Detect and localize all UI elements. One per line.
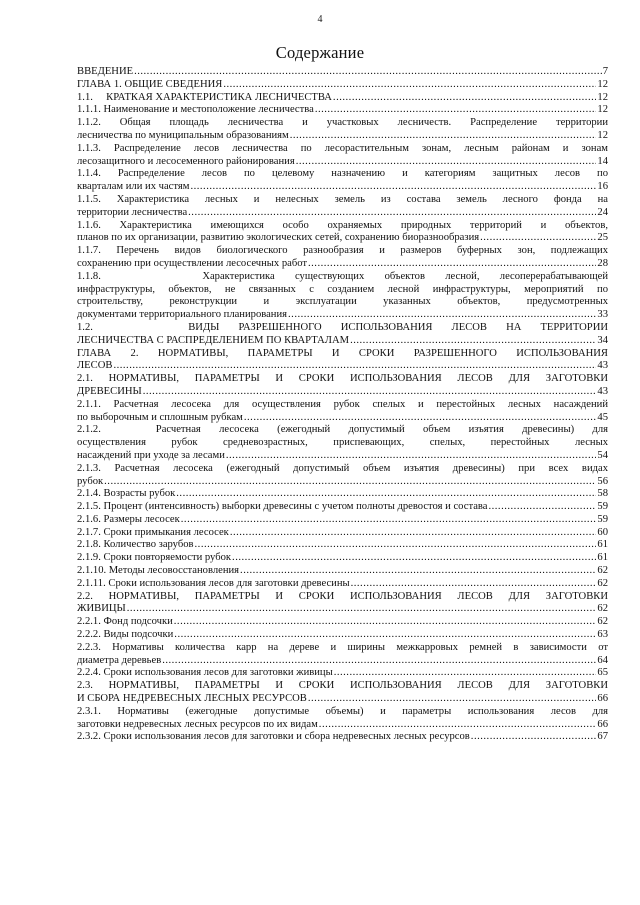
toc-entry-line: 1.1.7. Перечень видов биологического разнообразия и размеров буферных зон, подлежащих [77,245,608,257]
dot-leader [143,386,597,399]
toc-entry-line: 2.1. НОРМАТИВЫ, ПАРАМЕТРЫ И СРОКИ ИСПОЛЬЗОВАНИЯ ЛЕСОВ ДЛЯ ЗАГОТОВКИ [77,373,608,385]
toc-entry[interactable] [77,220,608,246]
toc-entry[interactable] [77,271,608,322]
dot-leader [488,501,596,514]
toc-entry[interactable] [77,245,608,271]
toc-entry[interactable] [77,667,608,680]
dot-leader [190,181,596,194]
toc-entry-title: И СБОРА НЕДРЕВЕСНЫХ ЛЕСНЫХ РЕСУРСОВ [77,693,307,705]
dot-leader [288,309,596,322]
page-number: 4 [317,14,323,25]
toc-entry-title: 2.1.10. Методы лесовосстановления [77,565,240,577]
toc-page-number: 56 [597,475,608,487]
toc-page-number: 12 [597,78,608,90]
dot-leader [244,412,597,425]
toc-entry-title: лесозащитного и лесосеменного районирования [77,155,295,167]
toc-page-number: 62 [597,577,608,589]
toc-entry-line: 1.1.5. Характеристика лесных и нелесных земель из состава земель лесного фонда на [77,193,608,205]
toc-page-number: 62 [597,603,608,615]
toc-entry-title: ЖИВИЦЫ [77,603,126,615]
table-of-contents [77,66,608,744]
toc-entry[interactable] [77,552,608,565]
toc-entry[interactable] [77,117,608,143]
toc-entry-line: 1.2. ВИДЫ РАЗРЕШЕННОГО ИСПОЛЬЗОВАНИЯ ЛЕСОВ НА ТЕРРИТОРИИ [77,321,608,333]
toc-entry-line: 1.1.2. Общая площадь лесничества и участковых лесничеств. Распределение территории [77,117,608,129]
dot-leader [334,667,597,680]
toc-page-number: 43 [597,385,608,397]
dot-leader [223,79,596,92]
toc-entry-title: 2.1.8. Количество зарубов [77,539,194,551]
dot-leader [181,514,597,527]
dot-leader [350,335,596,348]
toc-entry-title: 2.2.2. Виды подсочки [77,629,174,641]
toc-entry-title: 2.2.4. Сроки использования лесов для заготовки живицы [77,667,333,679]
toc-entry[interactable] [77,66,608,79]
toc-entry[interactable] [77,706,608,732]
toc-entry[interactable] [77,194,608,220]
toc-page-number: 43 [597,360,608,372]
toc-entry[interactable] [77,680,608,706]
dot-leader [319,719,597,732]
toc-entry[interactable] [77,463,608,489]
toc-entry[interactable] [77,322,608,348]
toc-entry-title: территории лесничества [77,206,188,218]
toc-entry[interactable] [77,514,608,527]
toc-page-number: 7 [602,66,608,77]
toc-page-number: 28 [597,257,608,269]
dot-leader [290,130,597,143]
toc-entry-title: 1.1. КРАТКАЯ ХАРАКТЕРИСТИКА ЛЕСНИЧЕСТВА [77,91,332,103]
toc-page-number: 33 [597,309,608,321]
dot-leader [188,207,596,220]
toc-entry-title: 2.1.9. Сроки повторяемости рубок [77,552,232,564]
toc-entry-line: 2.1.2. Расчетная лесосека (ежегодный допустимый объем изъятия древесины) для [77,424,608,436]
toc-entry-title: ГЛАВА 1. ОБЩИЕ СВЕДЕНИЯ [77,78,223,90]
toc-page-number: 45 [597,411,608,423]
toc-entry[interactable] [77,168,608,194]
toc-entry[interactable] [77,373,608,399]
dot-leader [296,156,597,169]
dot-leader [315,104,597,117]
dot-leader [127,603,597,616]
toc-entry[interactable] [77,642,608,668]
page-title: Содержание [275,43,365,62]
toc-entry-line: инфраструктуры, объектов, не связанных с созданием лесной инфраструктуры, мероприятий по [77,283,608,295]
dot-leader [308,258,596,271]
toc-page-number: 12 [597,129,608,141]
dot-leader [176,488,596,501]
toc-page-number: 59 [597,513,608,525]
toc-page-number: 24 [597,206,608,218]
dot-leader [226,450,597,463]
toc-entry-line: 2.3.1. Нормативы (ежегодные допустимые объемы) и параметры использования лесов для [77,705,608,717]
toc-entry[interactable] [77,539,608,552]
toc-page-number: 54 [597,449,608,461]
toc-entry[interactable] [77,79,608,92]
toc-entry[interactable] [77,488,608,501]
dot-leader [134,66,602,79]
toc-entry[interactable] [77,348,608,374]
toc-entry-title: 2.2.1. Фонд подсочки [77,616,173,628]
toc-page-number: 62 [597,565,608,577]
dot-leader [195,539,597,552]
dot-leader [104,476,596,489]
toc-page-number: 60 [597,526,608,538]
toc-entry-title: сохранению при осуществлении лесосечных работ [77,257,307,269]
dot-leader [480,232,596,245]
dot-leader [351,578,597,591]
toc-page-number: 61 [597,539,608,551]
toc-entry-title: 2.1.7. Сроки примыкания лесосек [77,526,229,538]
toc-entry-title: рубок [77,475,104,487]
toc-entry-title: 1.1.1. Наименование и местоположение лесничества [77,104,314,116]
toc-entry-title: ВВЕДЕНИЕ [77,66,134,77]
toc-entry[interactable] [77,424,608,462]
toc-entry-line: ГЛАВА 2. НОРМАТИВЫ, ПАРАМЕТРЫ И СРОКИ РАЗРЕШЕННОГО ИСПОЛЬЗОВАНИЯ [77,347,608,359]
toc-entry-title: 2.3.2. Сроки использования лесов для заготовки и сбора недревесных лесных ресурсов [77,731,470,743]
toc-entry[interactable] [77,92,608,105]
toc-entry[interactable] [77,591,608,617]
toc-entry-title: лесничества по муниципальным образованиям [77,129,289,141]
toc-entry-title: 2.1.4. Возрасты рубок [77,488,176,500]
toc-entry[interactable] [77,501,608,514]
toc-entry-title: насаждений при уходе за лесами [77,449,225,461]
toc-entry-title: ДРЕВЕСИНЫ [77,385,142,397]
toc-page-number: 25 [597,232,608,244]
toc-entry-line: 2.1.3. Расчетная лесосека (ежегодный допустимый объем изъятия древесины) при всех видах [77,462,608,474]
dot-leader [174,629,596,642]
toc-entry-title: диаметра деревьев [77,654,162,666]
toc-page-number: 67 [597,731,608,743]
toc-page-number: 66 [597,693,608,705]
dot-leader [162,655,596,668]
toc-entry-line: 2.2. НОРМАТИВЫ, ПАРАМЕТРЫ И СРОКИ ИСПОЛЬЗОВАНИЯ ЛЕСОВ ДЛЯ ЗАГОТОВКИ [77,590,608,602]
toc-page-number: 59 [597,501,608,513]
toc-entry[interactable] [77,629,608,642]
dot-leader [471,731,597,744]
toc-entry[interactable] [77,731,608,744]
toc-entry-title: кварталам или их частям [77,181,190,193]
toc-entry-line: 1.1.8. Характеристика существующих объектов лесной, лесоперерабатывающей [77,270,608,282]
toc-entry-line: 2.1.1. Расчетная лесосека для осуществления рубок спелых и перестойных лесных насаждений [77,398,608,410]
dot-leader [308,693,597,706]
dot-leader [230,527,597,540]
toc-entry-title: ЛЕСНИЧЕСТВА С РАСПРЕДЕЛЕНИЕМ ПО КВАРТАЛАМ [77,334,350,346]
toc-entry[interactable] [77,143,608,169]
toc-entry-title: 2.1.11. Сроки использования лесов для заготовки древесины [77,577,350,589]
dot-leader [232,552,596,565]
toc-page-number: 12 [597,91,608,103]
toc-page-number: 65 [597,667,608,679]
toc-entry-line: осуществления рубок средневозрастных, приспевающих, спелых, перестойных лесных [77,437,608,449]
toc-page-number: 66 [597,718,608,730]
toc-entry[interactable] [77,104,608,117]
dot-leader [113,360,596,373]
toc-entry-title: 2.1.5. Процент (интенсивность) выборки древесины с учетом полноты древостоя и состава [77,501,488,513]
toc-entry-line: 2.3. НОРМАТИВЫ, ПАРАМЕТРЫ И СРОКИ ИСПОЛЬЗОВАНИЯ ЛЕСОВ ДЛЯ ЗАГОТОВКИ [77,680,608,692]
dot-leader [174,616,597,629]
toc-page-number: 14 [597,155,608,167]
toc-entry[interactable] [77,399,608,425]
toc-entry[interactable] [77,565,608,578]
toc-page-number: 62 [597,616,608,628]
toc-page-number: 12 [597,104,608,116]
toc-entry-title: ЛЕСОВ [77,360,113,372]
toc-entry-title: по выборочным и сплошным рубкам [77,411,243,423]
toc-entry[interactable] [77,616,608,629]
toc-page-number: 58 [597,488,608,500]
toc-entry-title: планов по их организации, развитию экологических сетей, сохранению биоразнообразия [77,232,480,244]
toc-entry[interactable] [77,527,608,540]
toc-page-number: 34 [597,334,608,346]
toc-entry[interactable] [77,578,608,591]
toc-entry-line: 1.1.3. Распределение лесов лесничества по лесорастительным зонам, лесным районам и зонам [77,142,608,154]
toc-entry-line: 2.2.3. Нормативы количества карр на дереве и ширины межкарровых ремней в зависимости от [77,641,608,653]
toc-entry-line: строительству, реконструкции и эксплуатации указанных объектов, предусмотренных [77,296,608,308]
toc-page-number: 63 [597,629,608,641]
toc-page-number: 64 [597,654,608,666]
toc-entry-line: 1.1.4. Распределение лесов по целевому назначению и категориям защитных лесов по [77,168,608,180]
toc-entry-title: заготовки недревесных лесных ресурсов по их видам [77,718,318,730]
toc-entry-line: 1.1.6. Характеристика имеющихся особо охраняемых природных территорий и объектов, [77,219,608,231]
toc-entry-title: документами территориального планирования [77,309,288,321]
toc-entry-title: 2.1.6. Размеры лесосек [77,513,180,525]
dot-leader [333,92,596,105]
dot-leader [240,565,596,578]
toc-page-number: 16 [597,181,608,193]
toc-page-number: 61 [597,552,608,564]
